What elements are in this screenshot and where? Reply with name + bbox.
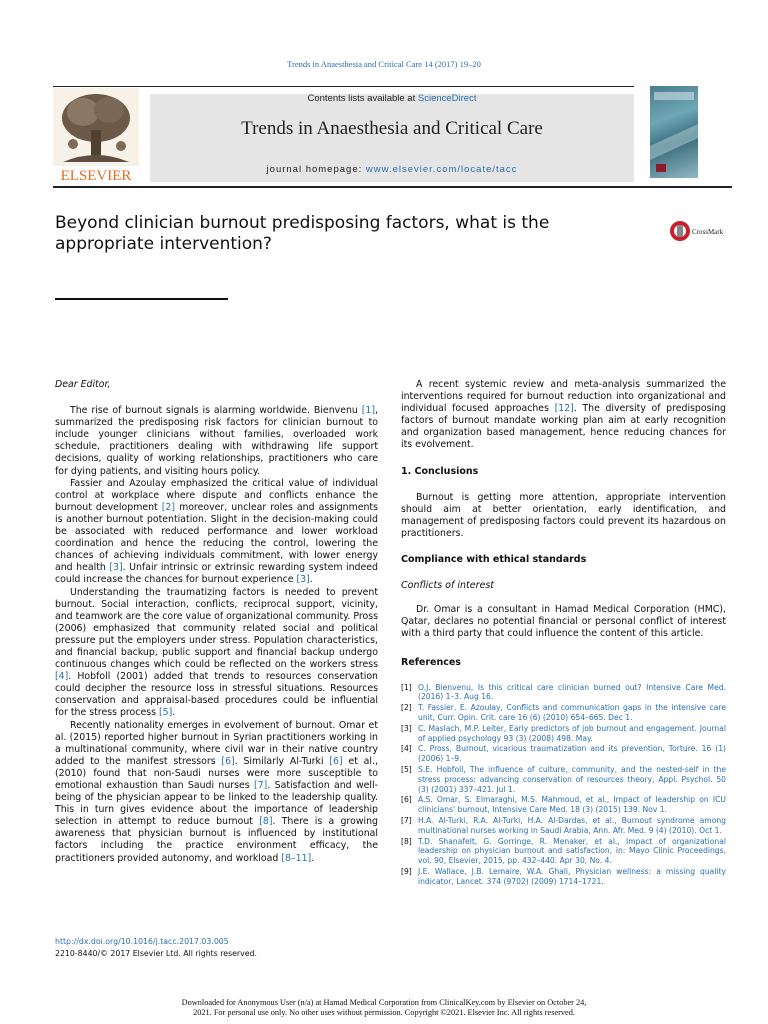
journal-homepage-line — [150, 164, 634, 175]
reference-number: [1] — [401, 682, 412, 692]
text: Recently nationality emerges in evolvement of burnout. Omar et al. (2015) reported higher burnout in Syrian practitioners working in a multinational community, where civil war in their native country added to the manifest stressors — [55, 719, 378, 767]
paragraph-2 — [55, 478, 378, 587]
text: The rise of burnout signals is alarming worldwide. Bienvenu — [70, 405, 362, 417]
elsevier-tree-logo — [53, 88, 139, 184]
journal-masthead — [150, 94, 634, 182]
paragraph-1 — [55, 405, 378, 478]
reference-item — [401, 765, 726, 794]
reference-item — [401, 703, 726, 723]
ref-link-5[interactable]: [5] — [158, 707, 173, 719]
text: . Satisfaction and well-being of the physician appear to be linked to the leadership quality. This in turn gives evidence about the importance of leadership selection in attempt to reduce burnout — [55, 780, 378, 828]
conclusions-paragraph: Burnout is getting more attention, appropriate intervention should aim at better orientation, early identification, and management of predisposing factors could prevent its hazardous on practitioners. — [401, 491, 726, 539]
reference-link[interactable]: C. Maslach, M.P. Leiter, Early predictors of job burnout and engagement. Journal of applied psychology 93 (3) (2008) 498. May. — [418, 723, 726, 743]
text: . Similarly Al-Turki — [234, 755, 330, 767]
references-heading: References — [401, 656, 461, 668]
ref-link-1[interactable]: [1] — [361, 405, 376, 417]
text: . The diversity of predisposing factors of burnout mandate working plan aim at early recognition and organization based management, hence reducing chances for its evolvement. — [401, 403, 727, 451]
ref-link-12[interactable]: [12] — [554, 403, 574, 415]
article-title: Beyond clinician burnout predisposing factors, what is the appropriate intervention? — [55, 213, 550, 254]
reference-link[interactable]: J.E. Wallace, J.B. Lemaire, W.A. Ghali, Physician wellness: a missing quality indicator, Lancet. 374 (9702) (2009) 1714–1721. — [418, 866, 726, 886]
text: . — [172, 707, 176, 719]
header-top-rule — [53, 86, 634, 87]
reference-item — [401, 867, 726, 887]
cover-graphic — [650, 86, 698, 178]
download-notice-line-2: 2021. For personal use only. No other uses without permission. Copyright ©2021. Elsevier Inc. All rights reserved. — [193, 1008, 575, 1017]
paragraph-3 — [55, 587, 378, 720]
reference-item — [401, 837, 726, 866]
reference-number: [9] — [401, 866, 412, 876]
crossmark-label: CrossMark — [692, 228, 724, 236]
reference-link[interactable]: C. Pross, Burnout, vicarious traumatization and its prevention, Torture. 16 (1) (2006) 1–9. — [418, 744, 726, 764]
conflicts-paragraph: Dr. Omar is a consultant in Hamad Medical Corporation (HMC), Qatar, declares no potential financial or personal conflict of interest with a third party that could influence the content of this article. — [401, 604, 726, 640]
ref-link-7[interactable]: [7] — [254, 780, 268, 791]
contents-prefix: Contents lists available at — [307, 93, 418, 104]
reference-number: [8] — [401, 836, 412, 846]
download-notice-line-1: Downloaded for Anonymous User (n/a) at Hamad Medical Corporation from ClinicalKey.com by Elsevier on October 24, — [181, 998, 587, 1007]
greeting: Dear Editor, — [55, 379, 111, 390]
reference-number: [7] — [401, 815, 412, 825]
reference-number: [2] — [401, 703, 412, 713]
text: moreover, unclear roles and assignments is another burnout potentiation. Slight in the decision-making could be associated with reduced performance and lower workload coordination and hence the reducing the control, lowering the chances of achieving individuals commitment, with lower energy and health — [55, 501, 378, 574]
doi-link[interactable]: http://dx.doi.org/10.1016/j.tacc.2017.03.005 — [55, 937, 229, 946]
journal-citation[interactable]: Trends in Anaesthesia and Critical Care 14 (2017) 19–20 — [287, 59, 481, 69]
ref-link-4[interactable]: [4] — [55, 671, 69, 683]
text: . Unfair intrinsic or extrinsic rewarding system indeed could increase the chances for burnout experience — [55, 562, 378, 586]
conclusions-heading: 1. Conclusions — [401, 465, 479, 477]
reference-number: [4] — [401, 744, 412, 754]
reference-item — [401, 683, 726, 703]
crossmark-icon — [669, 220, 729, 242]
text: . Hobfoll (2001) added that trends to resources conservation could decipher the resource loss in stressful situations. Resources conservation and appraisal-based procedures could be influential for the stress process — [55, 671, 378, 719]
ethics-heading: Compliance with ethical standards — [401, 554, 587, 566]
ref-link-6[interactable]: [6] — [329, 755, 343, 767]
paragraph-5 — [401, 379, 726, 452]
elsevier-wordmark: ELSEVIER — [60, 168, 132, 184]
text: et al., (2010) found that non-Saudi nurses were more susceptible to emotional exhaustion than Saudi nurses — [55, 755, 378, 791]
ref-link-8-11[interactable]: [8–11] — [281, 852, 312, 864]
homepage-prefix: journal homepage: — [266, 164, 366, 175]
crossmark-badge[interactable] — [669, 220, 729, 242]
sciencedirect-link[interactable]: ScienceDirect — [417, 93, 477, 104]
contents-line — [150, 94, 634, 104]
ref-link-3[interactable]: [3] — [296, 574, 310, 586]
text: Fassier and Azoulay emphasized the critical value of individual control at workplace where dispute and conflicts enhance the burnout development — [55, 477, 378, 513]
references-list — [401, 683, 726, 887]
reference-number: [6] — [401, 795, 412, 805]
journal-homepage-link[interactable]: www.elsevier.com/locate/tacc — [365, 164, 518, 175]
journal-cover-image — [650, 86, 698, 178]
text: . — [311, 852, 315, 864]
download-notice — [0, 998, 768, 1018]
paragraph-4 — [55, 720, 378, 865]
ref-link-2[interactable]: [2] — [161, 501, 176, 513]
left-column — [55, 379, 378, 865]
reference-link[interactable]: A.S. Omar, S. Elmaraghi, M.S. Mahmoud, et al., Impact of leadership on ICU clinicians' burnout, Intensive Care Med. 18 (3) (2015) 139. Nov 1. — [418, 795, 726, 815]
reference-link[interactable]: S.E. Hobfoll, The influence of culture, community, and the nested-self in the stress process: advancing conservation of resources theory, Appl. Psychol. 50 (3) (2001) 337–421. Jul 1. — [418, 764, 726, 794]
header-bottom-rule — [53, 186, 732, 188]
reference-link[interactable]: O.J. Bienvenu, Is this critical care clinician burned out? Intensive Care Med. (2016) 1–3. Aug 16. — [418, 682, 726, 702]
ref-link-3[interactable]: [3] — [109, 562, 123, 574]
copyright-line: 2210-8440/© 2017 Elsevier Ltd. All rights reserved. — [55, 949, 257, 958]
right-column — [401, 379, 726, 888]
reference-item — [401, 724, 726, 744]
reference-number: [5] — [401, 764, 412, 774]
conflicts-heading: Conflicts of interest — [401, 580, 494, 592]
reference-number: [3] — [401, 723, 412, 733]
reference-item — [401, 795, 726, 815]
title-separator — [55, 298, 228, 300]
reference-link[interactable]: H.A. Al-Turki, R.A. Al-Turki, H.A. Al-Dardas, et al., Burnout syndrome among multinational nurses working in Saudi Arabia, Ann. Afr. Med. 9 (4) (2010). Oct 1. — [418, 815, 726, 835]
text: , summarized the predisposing risk factors for clinician burnout to include younger clinicians without families, overloaded work schedule, practitioners dealing with withdrawing life support decisions, quality of working relationships, practitioners who care for dying patients, and visiting hours policy. — [55, 405, 378, 477]
reference-link[interactable]: T. Fassier, E. Azoulay, Conflicts and communication gaps in the intensive care unit, Curr. Opin. Crit. care 16 (6) (2010) 654–665. Dec 1. — [418, 703, 726, 722]
text: Understanding the traumatizing factors is needed to prevent burnout. Social interaction, conflicts, reciprocal support, vicinity, and teamwork are the core value of organizational community. Pross (2006) emphasized that community related social and political pressure put the employers under stress. Population characteristics, and financial backup, public support and financial backup undergo continuous changes which could be reflected on the workers stress — [55, 586, 378, 671]
text: A recent systemic review and meta-analysis summarized the interventions required for burnout reduction into organizational and individual focused approaches — [401, 379, 726, 415]
reference-item — [401, 744, 726, 764]
ref-link-6[interactable]: [6] — [221, 755, 235, 767]
text: . There is a growing awareness that physician burnout is influenced by institutional factors including the practice environment efficacy, the practitioners provided autonomy, and workload — [55, 816, 378, 864]
reference-item — [401, 816, 726, 836]
reference-link[interactable]: T.D. Shanafelt, G. Gorringe, R. Menaker, et al., Impact of organizational leadership on physician burnout and satisfaction, in: Mayo Clinic Proceedings, vol. 90, Elsevier, 2015, pp. 432–440. Apr 30, No. 4. — [418, 836, 726, 866]
ref-link-8[interactable]: [8] — [259, 816, 273, 828]
text: . — [309, 574, 313, 586]
journal-title: Trends in Anaesthesia and Critical Care — [241, 118, 543, 139]
